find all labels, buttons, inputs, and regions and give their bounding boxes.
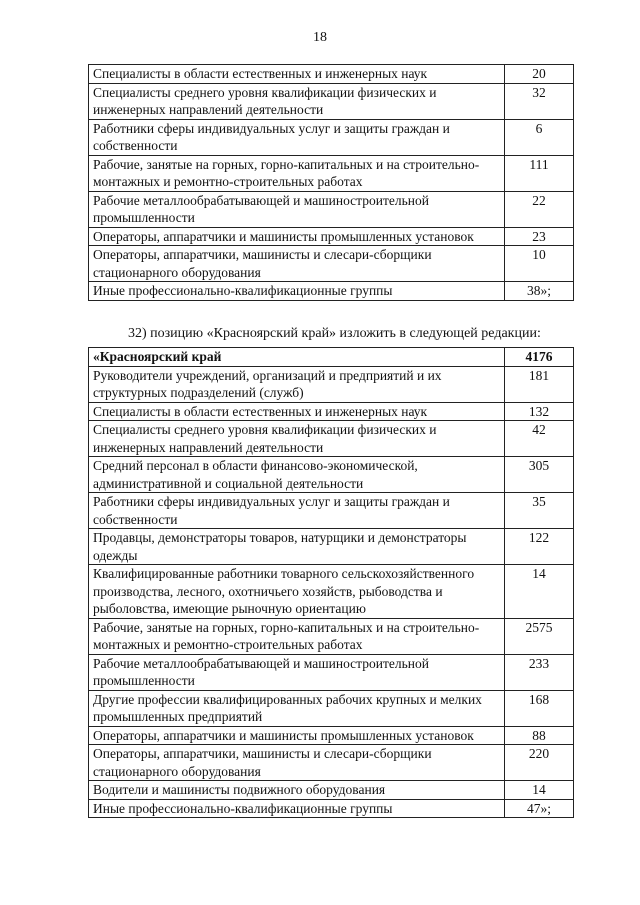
table-row — [89, 690, 574, 726]
row-label: Рабочие металлообрабатывающей и машиностроительной промышленности — [89, 654, 505, 690]
row-value: 42 — [505, 421, 574, 457]
amendment-intro: 32) позицию «Красноярский край» изложить в следующей редакции: — [128, 326, 541, 341]
row-value: 35 — [505, 493, 574, 529]
row-value: 122 — [505, 529, 574, 565]
row-value: 6 — [505, 119, 574, 155]
row-value: 32 — [505, 83, 574, 119]
row-label: Специалисты в области естественных и инженерных наук — [89, 402, 505, 421]
row-label: Иные профессионально-квалификационные группы — [89, 282, 505, 301]
row-value: 168 — [505, 690, 574, 726]
row-value: 132 — [505, 402, 574, 421]
table-row — [89, 529, 574, 565]
row-value: 111 — [505, 155, 574, 191]
row-value: 20 — [505, 65, 574, 84]
row-label: Рабочие, занятые на горных, горно-капитальных и на строительно-монтажных и ремонтно-строительных работах — [89, 618, 505, 654]
table-row — [89, 402, 574, 421]
table-row — [89, 457, 574, 493]
row-label: Рабочие, занятые на горных, горно-капитальных и на строительно-монтажных и ремонтно-строительных работах — [89, 155, 505, 191]
table-row — [89, 155, 574, 191]
row-label: Операторы, аппаратчики и машинисты промышленных установок — [89, 227, 505, 246]
row-value: 4176 — [505, 348, 574, 367]
continued-table — [88, 64, 574, 301]
table-row — [89, 246, 574, 282]
table-row — [89, 493, 574, 529]
table-row — [89, 348, 574, 367]
table-row — [89, 618, 574, 654]
table-row — [89, 421, 574, 457]
row-label: Специалисты в области естественных и инженерных наук — [89, 65, 505, 84]
continued-table-body — [89, 65, 574, 301]
table-row — [89, 227, 574, 246]
row-label: Квалифицированные работники товарного сельскохозяйственного производства, лесного, охотничьего хозяйств, рыбоводства и рыболовства, имеющие рыночную ориентацию — [89, 565, 505, 619]
row-label: Руководители учреждений, организаций и предприятий и их структурных подразделений (служб) — [89, 366, 505, 402]
row-value: 2575 — [505, 618, 574, 654]
row-label: Операторы, аппаратчики и машинисты промышленных установок — [89, 726, 505, 745]
row-label: Иные профессионально-квалификационные группы — [89, 799, 505, 818]
row-value: 14 — [505, 781, 574, 800]
row-label: Операторы, аппаратчики, машинисты и слесари-сборщики стационарного оборудования — [89, 745, 505, 781]
row-value: 14 — [505, 565, 574, 619]
row-label: Операторы, аппаратчики, машинисты и слесари-сборщики стационарного оборудования — [89, 246, 505, 282]
row-label: Продавцы, демонстраторы товаров, натурщики и демонстраторы одежды — [89, 529, 505, 565]
row-label: Средний персонал в области финансово-экономической, административной и социальной деятельности — [89, 457, 505, 493]
row-value: 38»; — [505, 282, 574, 301]
row-value: 22 — [505, 191, 574, 227]
table-row — [89, 654, 574, 690]
row-label: Другие профессии квалифицированных рабочих крупных и мелких промышленных предприятий — [89, 690, 505, 726]
row-value: 10 — [505, 246, 574, 282]
row-value: 23 — [505, 227, 574, 246]
table-row — [89, 191, 574, 227]
table-row — [89, 745, 574, 781]
row-value: 181 — [505, 366, 574, 402]
table-row — [89, 781, 574, 800]
row-label: Работники сферы индивидуальных услуг и защиты граждан и собственности — [89, 493, 505, 529]
row-label: Рабочие металлообрабатывающей и машиностроительной промышленности — [89, 191, 505, 227]
row-value: 220 — [505, 745, 574, 781]
table-row — [89, 83, 574, 119]
row-label: Водители и машинисты подвижного оборудования — [89, 781, 505, 800]
krasnoyarsk-table — [88, 347, 574, 818]
page-number: 18 — [313, 30, 327, 45]
table-row — [89, 366, 574, 402]
row-value: 305 — [505, 457, 574, 493]
row-label: Специалисты среднего уровня квалификации физических и инженерных направлений деятельности — [89, 83, 505, 119]
row-label: Специалисты среднего уровня квалификации физических и инженерных направлений деятельности — [89, 421, 505, 457]
table-row — [89, 119, 574, 155]
krasnoyarsk-table-body — [89, 348, 574, 818]
row-label: «Красноярский край — [89, 348, 505, 367]
table-row — [89, 565, 574, 619]
row-value: 47»; — [505, 799, 574, 818]
table-row — [89, 65, 574, 84]
row-value: 233 — [505, 654, 574, 690]
row-label: Работники сферы индивидуальных услуг и защиты граждан и собственности — [89, 119, 505, 155]
row-value: 88 — [505, 726, 574, 745]
table-row — [89, 799, 574, 818]
table-row — [89, 726, 574, 745]
table-row — [89, 282, 574, 301]
